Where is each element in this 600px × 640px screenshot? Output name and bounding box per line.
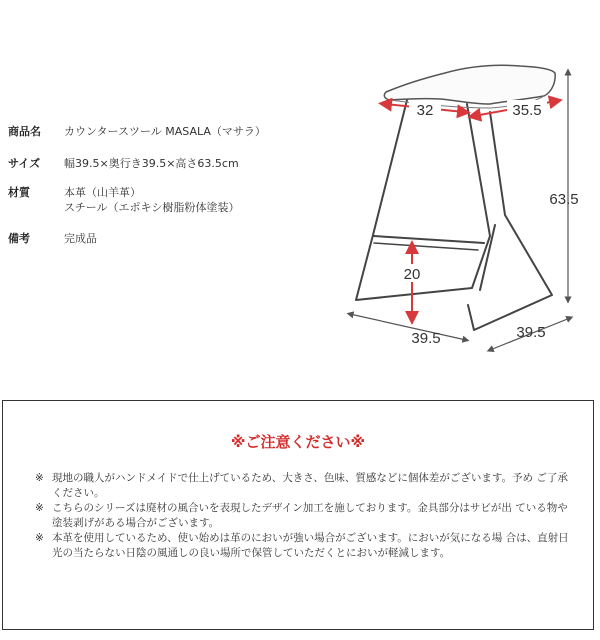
seat-left-label: 32 <box>416 102 434 119</box>
spec-label: サイズ <box>8 157 41 170</box>
width-arrow <box>350 314 466 340</box>
caution-title: ※ご注意ください※ <box>230 433 366 451</box>
stool-seat <box>384 65 555 104</box>
width-label: 39.5 <box>411 330 441 347</box>
spec-value: 本革（山羊革） <box>64 186 141 199</box>
note-text: 本革を使用しているため、使い始めは革のにおいが強い場合がございます。においが気になる場 合は、直射日光の当たらない日陰の風通しの良い場所で保管していただくとにおいが軽減します。 <box>52 532 569 559</box>
spec-value: 幅39.5×奥行き39.5×高さ63.5cm <box>64 157 239 170</box>
caution-box <box>2 400 594 630</box>
stool-footrest-bar-2 <box>374 243 478 250</box>
stool-frame <box>356 100 552 330</box>
footrest-height-label: 20 <box>403 266 421 283</box>
note-text: こちらのシリーズは廃材の風合いを表現したデザイン加工を施しております。金具部分はサビが出 ている物や塗装剥げがある場合がございます。 <box>52 502 568 529</box>
stool-footrest-bar <box>374 236 484 243</box>
stool-back-leg <box>468 112 552 330</box>
spec-label: 備考 <box>8 232 30 245</box>
note-text: 現地の職人がハンドメイドで仕上げているため、大きさ、色味、質感などに個体差がございます。予め ご了承ください。 <box>52 472 568 499</box>
note-mark: ※ <box>35 472 44 484</box>
note-mark: ※ <box>35 532 44 544</box>
caution-note <box>35 531 575 561</box>
spec-value: 完成品 <box>64 232 97 245</box>
spec-label: 商品名 <box>8 125 41 138</box>
height-label: 63.5 <box>549 191 579 208</box>
depth-label: 39.5 <box>516 324 546 341</box>
caution-note <box>35 471 575 501</box>
spec-value: スチール（エポキシ樹脂粉体塗装） <box>64 201 240 214</box>
spec-label: 材質 <box>8 186 30 199</box>
caution-note <box>35 501 575 531</box>
spec-value: カウンタースツール MASALA（マサラ） <box>64 125 266 138</box>
note-mark: ※ <box>35 502 44 514</box>
seat-right-label: 35.5 <box>512 102 542 119</box>
